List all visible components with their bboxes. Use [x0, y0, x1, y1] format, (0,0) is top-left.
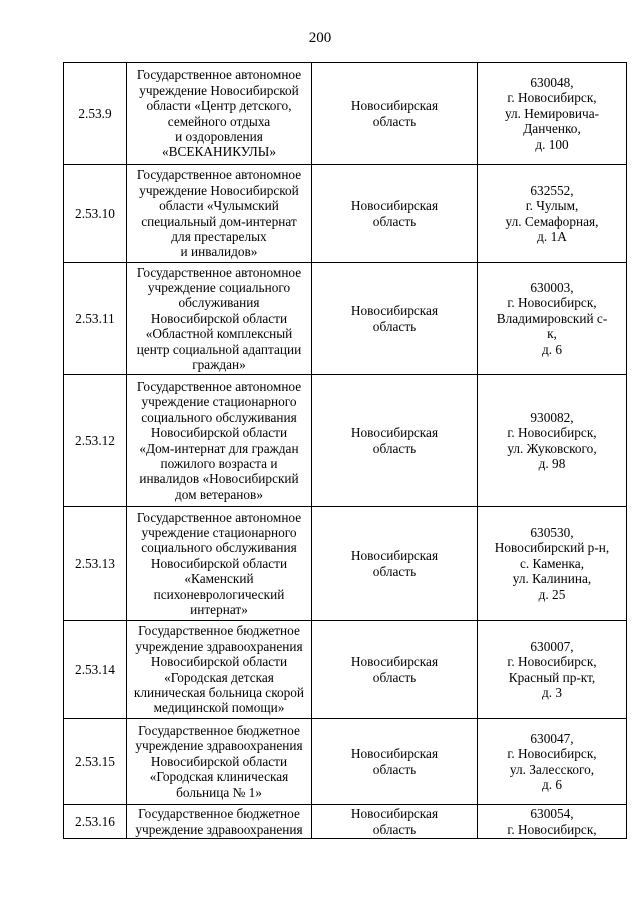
- institution-name-line: пожилого возраста и: [160, 455, 278, 471]
- institution-name-line: учреждение Новосибирской: [139, 182, 299, 198]
- institution-name-line: дом ветеранов»: [175, 486, 263, 502]
- institution-name-line: Государственное автономное: [136, 167, 302, 183]
- address-line: г. Новосибирск,: [507, 295, 597, 311]
- institution-name-line: клиническая больница скорой: [133, 684, 305, 700]
- institution-name-line: «Городская детская: [164, 669, 274, 685]
- institution-name-line: интернат»: [190, 602, 248, 618]
- institution-name-line: инвалидов «Новосибирский: [139, 471, 299, 487]
- row-number: 2.53.13: [75, 555, 115, 571]
- address-line: 630003,: [530, 279, 574, 295]
- address-line: Владимировский с-: [496, 310, 608, 326]
- institution-name-line: Государственное бюджетное: [138, 806, 300, 822]
- institution-name-line: медицинской помощи»: [153, 700, 285, 716]
- institution-name-line: учреждение социального: [147, 279, 291, 295]
- address-cell: [478, 805, 627, 839]
- region-cell: [312, 165, 478, 263]
- institution-name-line: Государственное автономное: [136, 378, 302, 394]
- address-line: д. 6: [541, 776, 563, 792]
- institutions-table: [63, 62, 627, 839]
- address-line: д. 25: [538, 586, 566, 602]
- row-number-cell: [64, 805, 127, 839]
- institution-name-cell: [127, 263, 312, 375]
- institution-name-line: Государственное бюджетное: [138, 623, 300, 639]
- page-number: 200: [308, 30, 332, 46]
- row-number-cell: [64, 63, 127, 165]
- institution-name-line: психоневрологический: [153, 586, 285, 602]
- region-line: Новосибирская: [350, 806, 439, 822]
- institution-name-line: области «Чулымский: [159, 198, 279, 214]
- institution-name-cell: [127, 805, 312, 839]
- region-line: Новосибирская: [350, 425, 439, 441]
- institution-name-line: учреждение стационарного: [141, 394, 297, 410]
- institution-name-line: Государственное автономное: [136, 264, 302, 280]
- address-line: г. Новосибирск,: [507, 654, 597, 670]
- region-cell: [312, 507, 478, 621]
- row-number-cell: [64, 507, 127, 621]
- address-cell: [478, 263, 627, 375]
- row-number: 2.53.16: [75, 813, 115, 829]
- row-number-cell: [64, 263, 127, 375]
- address-cell: [478, 621, 627, 719]
- institution-name-cell: [127, 63, 312, 165]
- institution-name-line: «Каменский: [184, 571, 254, 587]
- address-line: г. Новосибирск,: [507, 746, 597, 762]
- region-line: область: [372, 761, 417, 777]
- region-line: область: [372, 213, 417, 229]
- row-number: 2.53.14: [75, 661, 115, 677]
- institution-name-cell: [127, 507, 312, 621]
- region-cell: [312, 263, 478, 375]
- address-line: 632552,: [530, 182, 574, 198]
- address-line: 630048,: [530, 74, 574, 90]
- address-line: д. 3: [541, 684, 563, 700]
- region-cell: [312, 621, 478, 719]
- institution-name-line: Новосибирской области: [150, 555, 288, 571]
- address-line: г. Новосибирск,: [507, 90, 597, 106]
- row-number-cell: [64, 621, 127, 719]
- institution-name-line: и оздоровления: [175, 128, 263, 144]
- institution-name-line: Новосибирской области: [150, 753, 288, 769]
- institution-name-cell: [127, 719, 312, 805]
- institution-name-line: учреждение здравоохранения: [135, 638, 303, 654]
- address-line: ул. Калинина,: [512, 571, 592, 587]
- address-line: с. Каменка,: [519, 555, 585, 571]
- address-line: г. Новосибирск,: [507, 821, 597, 837]
- region-line: область: [372, 440, 417, 456]
- address-line: д. 100: [535, 136, 569, 152]
- region-line: Новосибирская: [350, 303, 439, 319]
- institution-name-line: для престарелых: [171, 228, 267, 244]
- address-line: д. 98: [538, 455, 566, 471]
- row-number-cell: [64, 719, 127, 805]
- institution-name-line: «Областной комплексный: [145, 326, 293, 342]
- institution-name-line: Государственное бюджетное: [138, 722, 300, 738]
- address-line: г. Чулым,: [525, 198, 579, 214]
- region-line: Новосибирская: [350, 198, 439, 214]
- institution-name-line: социального обслуживания: [141, 409, 297, 425]
- row-number-cell: [64, 375, 127, 507]
- region-cell: [312, 805, 478, 839]
- region-line: область: [372, 318, 417, 334]
- institution-name-line: Государственное автономное: [136, 67, 302, 83]
- region-line: область: [372, 669, 417, 685]
- region-cell: [312, 375, 478, 507]
- address-cell: [478, 507, 627, 621]
- row-number: 2.53.12: [75, 432, 115, 448]
- region-line: Новосибирская: [350, 654, 439, 670]
- address-line: ул. Жуковского,: [507, 440, 597, 456]
- institution-name-line: «Городская клиническая: [149, 769, 289, 785]
- institution-name-line: обслуживания: [178, 295, 260, 311]
- address-line: 630054,: [530, 806, 574, 822]
- address-line: Красный пр-кт,: [508, 669, 596, 685]
- address-line: 630047,: [530, 730, 574, 746]
- row-number: 2.53.10: [75, 205, 115, 221]
- institution-name-line: Новосибирской области: [150, 425, 288, 441]
- address-cell: [478, 375, 627, 507]
- address-line: ул. Залесского,: [509, 761, 595, 777]
- region-line: область: [372, 821, 417, 837]
- table-row: [64, 263, 627, 375]
- institution-name-line: больница № 1»: [176, 784, 262, 800]
- row-number: 2.53.11: [75, 310, 115, 326]
- institution-name-line: учреждение Новосибирской: [139, 82, 299, 98]
- region-line: Новосибирская: [350, 548, 439, 564]
- institution-name-line: Государственное автономное: [136, 509, 302, 525]
- institution-name-line: центр социальной адаптации: [136, 341, 302, 357]
- table-row: [64, 719, 627, 805]
- institution-name-line: граждан»: [192, 357, 246, 373]
- address-line: Новосибирский р-н,: [494, 540, 610, 556]
- institution-name-line: семейного отдыха: [167, 113, 271, 129]
- region-line: область: [372, 113, 417, 129]
- region-line: область: [372, 563, 417, 579]
- institution-name-line: «Дом-интернат для граждан: [139, 440, 299, 456]
- institution-name-cell: [127, 621, 312, 719]
- table-row: [64, 165, 627, 263]
- address-line: д. 6: [541, 341, 563, 357]
- table-row: [64, 375, 627, 507]
- institution-name-line: области «Центр детского,: [146, 98, 292, 114]
- institution-name-line: и инвалидов»: [180, 244, 258, 260]
- row-number-cell: [64, 165, 127, 263]
- institution-name-line: социального обслуживания: [141, 540, 297, 556]
- institution-name-cell: [127, 375, 312, 507]
- row-number: 2.53.15: [75, 753, 115, 769]
- region-cell: [312, 63, 478, 165]
- address-line: к,: [547, 326, 557, 342]
- table-row: [64, 507, 627, 621]
- address-cell: [478, 165, 627, 263]
- institution-name-line: специальный дом-интернат: [141, 213, 297, 229]
- address-line: Данченко,: [523, 121, 581, 137]
- address-line: 630007,: [530, 638, 574, 654]
- address-line: 930082,: [530, 409, 574, 425]
- address-line: ул. Семафорная,: [505, 213, 599, 229]
- table-row: [64, 621, 627, 719]
- address-line: д. 1А: [537, 228, 567, 244]
- institution-name-line: «ВСЕКАНИКУЛЫ»: [162, 144, 276, 160]
- address-line: г. Новосибирск,: [507, 425, 597, 441]
- institution-name-cell: [127, 165, 312, 263]
- address-line: ул. Немировича-: [504, 105, 600, 121]
- address-cell: [478, 719, 627, 805]
- region-line: Новосибирская: [350, 746, 439, 762]
- table-row: [64, 805, 627, 839]
- row-number: 2.53.9: [78, 105, 112, 121]
- region-cell: [312, 719, 478, 805]
- address-cell: [478, 63, 627, 165]
- region-line: Новосибирская: [350, 98, 439, 114]
- institution-name-line: Новосибирской области: [150, 310, 288, 326]
- institution-name-line: учреждение здравоохранения: [135, 821, 303, 837]
- institution-name-line: учреждение здравоохранения: [135, 738, 303, 754]
- address-line: 630530,: [530, 524, 574, 540]
- institution-name-line: учреждение стационарного: [141, 524, 297, 540]
- table-row: [64, 63, 627, 165]
- institution-name-line: Новосибирской области: [150, 654, 288, 670]
